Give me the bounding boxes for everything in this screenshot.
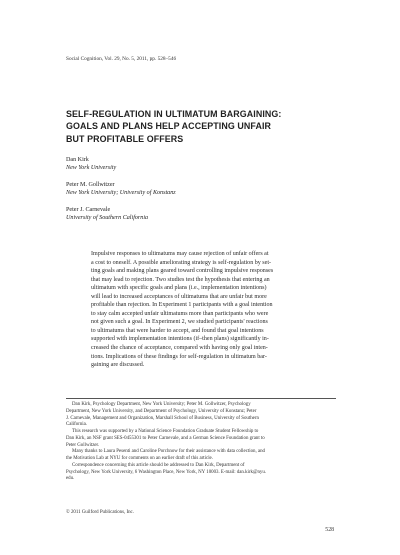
footnote-line: Correspondence concerning this article should be addressed to Dan Kirk, Department of [72, 462, 245, 468]
footnote-divider [66, 398, 336, 399]
footnote-line: the Motivation Lab at NYU for comments on an earlier draft of this article. [66, 456, 213, 461]
abstract-line: profitable than rejection. In Experiment 1 participants with a goal intention [91, 302, 273, 309]
abstract-line: tions. Implications of these findings for self-regulation in ultimatum bar- [91, 353, 267, 360]
abstract-line: creased the chance of acceptance, compared with having only goal inten- [91, 345, 268, 352]
footnote-line: California. [66, 422, 88, 428]
abstract-line: ultimatum with specific goals and plans (i.e., implementation intentions) [91, 285, 267, 292]
abstract-line: will lead to increased acceptances of ultimatums that are unfair but more [91, 293, 267, 300]
abstract-line: that may lead to rejection. Two studies test the hypothesis that entering an [91, 276, 270, 283]
footnote-line: Many thanks to Laura Pesenti and Caroline Porchnow for their assistance with data collection, and [72, 449, 265, 455]
abstract-line: supported with implementation intentions (if–then plans) significantly in- [91, 336, 269, 343]
title-line: GOALS AND PLANS HELP ACCEPTING UNFAIR [66, 121, 272, 132]
author-affiliation: New York University; University of Konstanz [66, 190, 176, 197]
abstract-line: a cost to oneself. A possible ameliorating strategy is self-regulation by set- [91, 259, 272, 266]
author-block [66, 181, 346, 197]
author-affiliation: New York University [66, 165, 117, 172]
page-number: 528 [325, 527, 334, 533]
author-affiliation: University of Southern California [66, 215, 149, 222]
author-block [66, 206, 346, 222]
abstract-line: gaining are discussed. [91, 362, 145, 369]
abstract-line: not given such a goal. In Experiment 2, we studied participants' reactions [91, 319, 268, 326]
journal-citation: Social Cognition, Vol. 29, No. 5, 2011, pp. 528–546 [66, 56, 177, 62]
footnote-line: Department, New York University, and Department of Psychology, University of Konstanz; Peter [66, 408, 257, 414]
abstract-line: to stay calm accepted unfair ultimatums more than participants who were [91, 310, 269, 317]
title-line: BUT PROFITABLE OFFERS [66, 133, 184, 144]
author-list [66, 156, 346, 231]
abstract [91, 250, 326, 370]
footnote-line: Psychology, New York University, 6 Washington Place, New York, NY 10003. E-mail: dan.kirk@nyu. [66, 469, 267, 475]
author-block [66, 156, 346, 172]
author-name: Peter M. Gollwitzer [66, 182, 115, 188]
title-line: SELF-REGULATION IN ULTIMATUM BARGAINING: [66, 109, 282, 119]
footnotes [66, 402, 338, 483]
author-name: Dan Kirk [66, 157, 89, 163]
footnote-line: This research was supported by a National Science Foundation Graduate Student Fellowship to [72, 429, 259, 434]
author-name: Peter J. Carnevale [66, 207, 111, 213]
abstract-line: ting goals and making plans geared toward controlling impulsive responses [91, 268, 274, 275]
abstract-line: Impulsive responses to ultimatums may cause rejection of unfair offers at [91, 251, 269, 257]
footnote-line: Peter Gollwitzer. [66, 442, 100, 448]
abstract-line: to ultimatums that were harder to accept, and found that goal intentions [91, 327, 264, 334]
footnote-line: J. Carnevale, Management and Organization, Marshall School of Business, University of Southern [66, 415, 259, 421]
footnote-line: Dan Kirk, Psychology Department, New York University; Peter M. Gollwitzer, Psychology [72, 402, 251, 407]
footnote-line: edu. [66, 476, 75, 482]
article-title [66, 108, 356, 145]
copyright-notice: © 2011 Guilford Publications, Inc. [66, 510, 134, 515]
footnote-line: Dan Kirk, an NSF grant SES-0455301 to Peter Carnevale, and a German Science Foundation grant to [66, 435, 265, 441]
